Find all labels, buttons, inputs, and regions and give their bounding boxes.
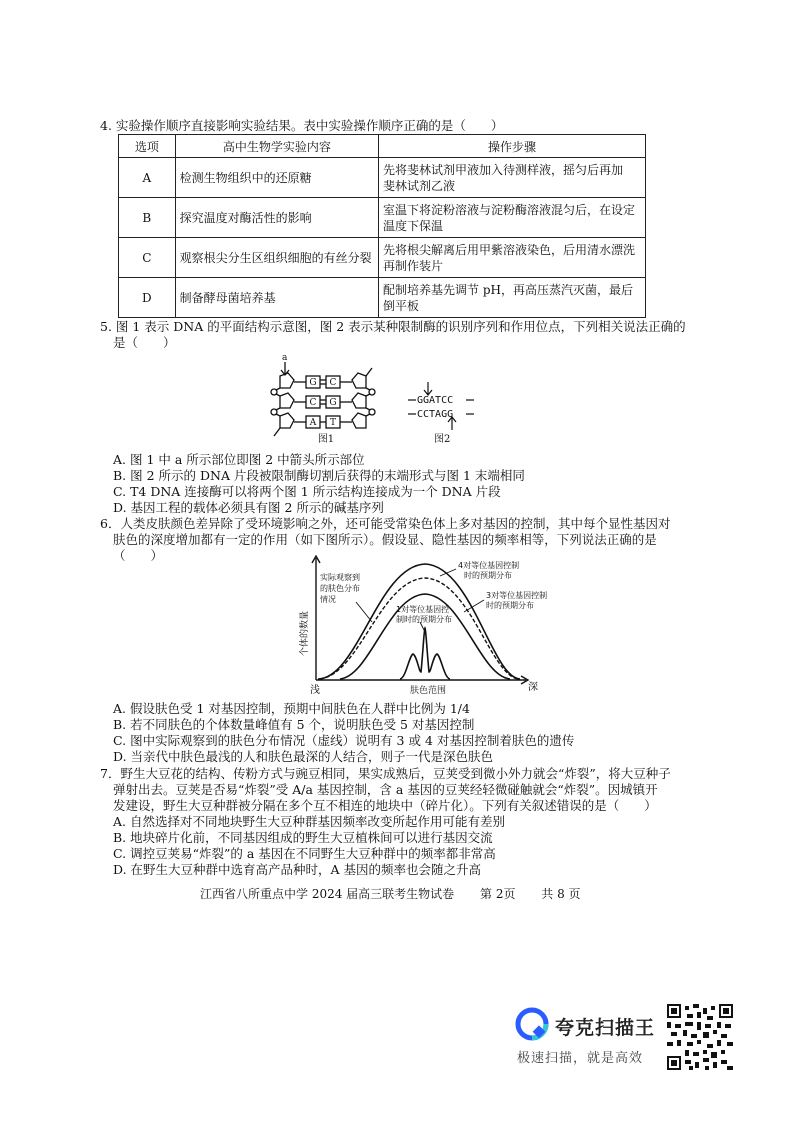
one-pair-expected-curve — [400, 628, 450, 679]
q6-stem-line: （ ） — [113, 548, 164, 563]
fig1-caption: 图1 — [317, 434, 335, 445]
q5-option: A. 图 1 中 a 所示部位即图 2 中箭头所示部位 — [113, 452, 365, 467]
q7-option: B. 地块碎片化前，不同基因组成的野生大豆植株间可以进行基因交流 — [113, 830, 493, 845]
base-letter: C — [329, 378, 337, 388]
q6-option: A. 假设肤色受 1 对基因控制，预期中间肤色在人群中比例为 1/4 — [113, 701, 470, 716]
q4-header-option: 选项 — [119, 135, 176, 158]
table-row — [119, 198, 646, 238]
q4-steps-cell — [379, 158, 646, 198]
q4-option-cell: A — [119, 158, 176, 198]
q5-stem-line: 5. 图 1 表示 DNA 的平面结构示意图，图 2 表示某种限制酶的识别序列和作用位点，下列相关说法正确的 — [100, 319, 686, 334]
q4-option-cell: B — [119, 198, 176, 238]
q4-steps-cell — [379, 238, 646, 278]
annotation-three-pair-line: 时的预期分布 — [486, 601, 534, 610]
annotation-observed-line: 的肤色分布 — [320, 584, 360, 593]
q4-option-cell: D — [119, 278, 176, 318]
scanner-slogan: 极速扫描，就是高效 — [517, 1051, 644, 1066]
q4-steps-line: 斐林试剂乙液 — [383, 178, 456, 193]
sugar-pentagon — [280, 373, 294, 388]
q7-option: A. 自然选择对不同地块野生大豆种群基因频率改变所起作用可能有差别 — [113, 814, 505, 829]
page-footer — [200, 885, 603, 902]
skin-color-distribution-figure — [288, 552, 550, 698]
q4-header-steps: 操作步骤 — [379, 135, 646, 158]
q4-steps-line: 温度下保温 — [383, 218, 444, 233]
sugar-pentagon — [280, 413, 294, 428]
q4-table — [118, 134, 646, 318]
fig2-bottom-sequence: CCTAGG — [417, 409, 454, 420]
q5-option: C. T4 DNA 连接酶可以将两个图 1 所示结构连接成为一个 DNA 片段 — [113, 484, 501, 499]
q4-steps-line: 室温下将淀粉溶液与淀粉酶溶液混匀后，在设定 — [383, 202, 636, 217]
annotation-observed-line: 实际观察到 — [320, 573, 360, 582]
q7-option: D. 在野生大豆种群中选育高产品种时，A 基因的频率也会随之升高 — [113, 862, 482, 877]
q4-header-content: 高中生物学实验内容 — [175, 135, 378, 158]
q4-steps-line: 配制培养基先调节 pH，再高压蒸汽灭菌，最后 — [383, 282, 633, 297]
q4-steps-cell — [379, 198, 646, 238]
q6-stem-line: 6．人类皮肤颜色差异除了受环境影响之外，还可能受常染色体上多对基因的控制，其中每个显性基因对 — [100, 516, 671, 531]
base-letter: T — [329, 418, 337, 428]
base-letter: G — [309, 378, 317, 388]
annotation-observed-line: 情况 — [320, 595, 336, 604]
fig2-caption: 图2 — [434, 434, 451, 445]
q4-content-cell: 观察根尖分生区组织细胞的有丝分裂 — [175, 238, 378, 278]
q4-steps-cell — [379, 278, 646, 318]
sugar-pentagon — [352, 393, 366, 408]
base-letter: G — [329, 398, 337, 408]
fig2-top-sequence: GGATCC — [417, 395, 454, 406]
annotation-four-pair-line: 时的预期分布 — [464, 571, 512, 580]
q4-stem: 4. 实验操作顺序直接影响实验结果。表中实验操作顺序正确的是（ ） — [100, 118, 504, 133]
x-axis-left-label: 浅 — [310, 685, 320, 696]
table-row — [119, 158, 646, 198]
fig1-pointer-label: a — [282, 353, 288, 363]
q7-stem-line: 7．野生大豆花的结构、传粉方式与豌豆相同，果实成熟后，豆荚受到微小外力就会“炸裂”，将大豆种子 — [100, 766, 671, 781]
q5-stem-line: 是（ ） — [113, 335, 176, 350]
annotation-four-pair-line: 4对等位基因控制 — [458, 561, 520, 570]
y-axis-title: 个体的数量 — [300, 610, 310, 656]
scanner-logo-icon — [515, 1007, 549, 1041]
q6-option: B. 若不同肤色的个体数量峰值有 5 个，说明肤色受 5 对基因控制 — [113, 717, 475, 732]
q7-option: C. 调控豆荚易“炸裂”的 a 基因在不同野生大豆种群中的频率都非常高 — [113, 846, 496, 861]
table-row — [119, 278, 646, 318]
sugar-pentagon — [352, 373, 366, 388]
restriction-site-figure-2 — [408, 382, 474, 445]
q4-content-cell: 检测生物组织中的还原糖 — [175, 158, 378, 198]
q7-stem-line: 弹射出去。豆荚是否易“炸裂”受 A/a 基因控制，含 a 基因的豆荚经轻微碰触就会“炸裂”。因城镇开 — [113, 782, 658, 797]
sugar-pentagon — [352, 413, 366, 428]
base-letter: A — [309, 418, 317, 428]
annotation-one-pair-line: 制时的预期分布 — [396, 615, 452, 624]
x-axis-title: 肤色范围 — [410, 686, 447, 696]
dna-structure-figure-1 — [271, 353, 375, 445]
q6-stem-line: 肤色的深度增加都有一定的作用（如下图所示）。假设显、隐性基因的频率相等，下列说法正确的是 — [113, 532, 657, 547]
x-axis-right-label: 深 — [528, 682, 538, 693]
q4-content-cell: 制备酵母菌培养基 — [175, 278, 378, 318]
table-row — [119, 238, 646, 278]
annotation-three-pair-line: 3对等位基因控制 — [486, 591, 548, 600]
footer-exam-title: 江西省八所重点中学 2024 届高三联考生物试卷 — [200, 887, 455, 901]
sugar-pentagon — [280, 393, 294, 408]
q7-stem-line: 发建设，野生大豆种群被分隔在多个互不相连的地块中（碎片化）。下列有关叙述错误的是（ ） — [113, 798, 657, 813]
q4-steps-line: 再制作装片 — [383, 258, 444, 273]
scanner-brand: 夸克扫描王 — [555, 1017, 656, 1039]
q4-content-cell: 探究温度对酶活性的影响 — [175, 198, 378, 238]
annotation-one-pair-line: 1对等位基因控 — [396, 605, 450, 614]
q5-option: B. 图 2 所示的 DNA 片段被限制酶切割后获得的末端形式与图 1 末端相同 — [113, 468, 525, 483]
q4-steps-line: 先将斐林试剂甲液加入待测样液，摇匀后再加 — [383, 162, 624, 177]
qr-code-icon — [667, 1004, 733, 1070]
footer-total-pages: 共 8 页 — [541, 887, 581, 901]
q5-figures — [268, 352, 488, 450]
q6-option: D. 当亲代中肤色最浅的人和肤色最深的人结合，则子一代是深色肤色 — [113, 749, 494, 764]
base-letter: C — [309, 398, 317, 408]
q5-option: D. 基因工程的载体必须具有图 2 所示的碱基序列 — [113, 500, 384, 515]
q4-steps-line: 先将根尖解离后用甲紫溶液染色，后用清水漂洗 — [383, 242, 636, 257]
q6-option: C. 图中实际观察到的肤色分布情况（虚线）说明有 3 或 4 对基因控制着肤色的遗传 — [113, 733, 575, 748]
q4-steps-line: 倒平板 — [383, 298, 420, 313]
q4-option-cell: C — [119, 238, 176, 278]
footer-page-number: 第 2页 — [480, 887, 516, 901]
